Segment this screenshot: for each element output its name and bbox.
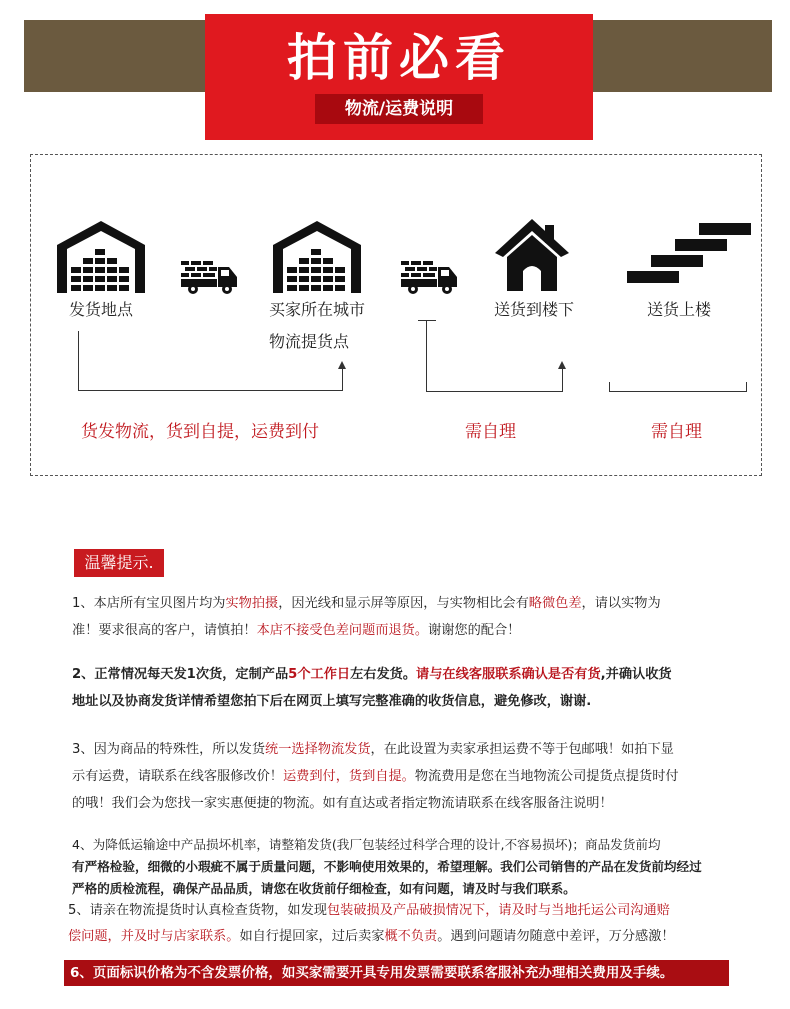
- stage-label-city: 买家所在城市: [269, 300, 366, 319]
- truck-icon: [181, 255, 239, 295]
- stage-label-pickup: 物流提货点: [269, 332, 350, 351]
- connector-line: [746, 382, 747, 392]
- house-icon: [493, 217, 571, 291]
- connector-line: [426, 320, 427, 392]
- connector-line: [426, 391, 563, 392]
- tip-item-4: [72, 834, 702, 900]
- tip-text: 4、为降低运输途中产品损坏机率，请整箱发货(我厂包装经过科学合理的设计,不容易损坏)；商品发货前均: [72, 837, 661, 852]
- page-subtitle: 物流/运费说明: [315, 94, 483, 124]
- tip-text: 示有运费，请联系在线客服修改价！: [72, 769, 283, 784]
- arrow-up-icon: [338, 361, 346, 369]
- tip-text: 2、正常情况每天发1次货，定制产品: [72, 667, 289, 682]
- warehouse-icon: [271, 217, 363, 293]
- connector-line: [609, 391, 747, 392]
- truck-icon: [401, 255, 459, 295]
- tip-highlight: 略微色差: [528, 596, 582, 611]
- tip-text: 物流费用是您在当地物流公司提货点提货时付: [414, 769, 679, 784]
- stage-label-origin: 发货地点: [69, 300, 134, 319]
- tip-text: ，因光线和显示屏等原因，与实物相比会有: [278, 596, 529, 611]
- logistics-diagram: [30, 154, 762, 476]
- note-self-arrange: 需自理: [465, 422, 516, 442]
- tip-text: ，在此设置为卖家承担运费不等于包邮哦！如拍下显: [370, 742, 674, 757]
- tip-highlight: 概不负责: [384, 929, 438, 944]
- header-banner: [205, 14, 593, 140]
- tip-text: ,并确认收货: [600, 667, 672, 682]
- note-self-arrange: 需自理: [651, 422, 702, 442]
- tip-highlight: 5个工作日: [288, 667, 351, 682]
- tip-text: 3、因为商品的特殊性，所以发货: [72, 742, 266, 757]
- connector-line: [342, 367, 343, 391]
- stage-label-upstairs: 送货上楼: [647, 300, 712, 319]
- tips-title: 温馨提示.: [74, 549, 164, 577]
- tip-highlight: 实物拍摄: [225, 596, 279, 611]
- tip-highlight: 包装破损及产品破损情况下，请及时与当地托运公司沟通赔: [326, 903, 670, 918]
- arrow-up-icon: [558, 361, 566, 369]
- tip-text: 谢谢您的配合！: [428, 623, 521, 638]
- note-self-pickup: 货发物流，货到自提，运费到付: [81, 422, 319, 442]
- tip-item-3: [72, 736, 679, 817]
- tip-text: 1、本店所有宝贝图片均为: [72, 596, 226, 611]
- tip-text: 准！要求很高的客户，请慎拍！: [72, 623, 257, 638]
- tip-text: 地址以及协商发货详情希望您拍下后在网页上填写完整准确的收货信息，避免修改，谢谢.: [72, 694, 592, 709]
- page-title: 拍前必看: [287, 29, 511, 87]
- tip-text: 。遇到问题请勿随意中差评，万分感激！: [437, 929, 675, 944]
- tip-text: 左右发货。: [350, 667, 417, 682]
- tip-item-1: [72, 590, 661, 644]
- tip-text: ，请以实物为: [581, 596, 661, 611]
- tip-text: 5、请亲在物流提货时认真检查货物，如发现: [68, 903, 327, 918]
- tip-highlight: 运费到付，货到自提。: [283, 769, 415, 784]
- warehouse-icon: [55, 217, 147, 293]
- connector-line: [562, 367, 563, 392]
- tip-text: 如自行提回家，过后卖家: [239, 929, 385, 944]
- tip-item-6: 6、页面标识价格为不含发票价格，如买家需要开具专用发票需要联系客服补充办理相关费用及手续。: [64, 960, 729, 986]
- connector-line: [418, 320, 436, 321]
- tip-item-5: [68, 898, 675, 950]
- tip-item-2: [72, 661, 672, 715]
- connector-line: [78, 390, 343, 391]
- tip-text: 的哦！我们会为您找一家实惠便捷的物流。如有直达或者指定物流请联系在线客服备注说明！: [72, 796, 613, 811]
- tip-text: 有严格检验，细微的小瑕疵不属于质量问题，不影响使用效果的，希望理解。我们公司销售的产品在发货前均经过: [72, 859, 702, 874]
- connector-line: [78, 331, 79, 391]
- tip-highlight: 本店不接受色差问题而退货。: [256, 623, 429, 638]
- tip-highlight: 统一选择物流发货: [265, 742, 371, 757]
- tip-text: 严格的质检流程，确保产品品质，请您在收货前仔细检查，如有问题，请及时与我们联系。: [72, 881, 576, 896]
- stairs-icon: [627, 221, 755, 287]
- tip-highlight: 偿问题，并及时与店家联系。: [68, 929, 240, 944]
- tip-highlight: 请与在线客服联系确认是否有货: [416, 667, 601, 682]
- stage-label-downstairs: 送货到楼下: [494, 300, 575, 319]
